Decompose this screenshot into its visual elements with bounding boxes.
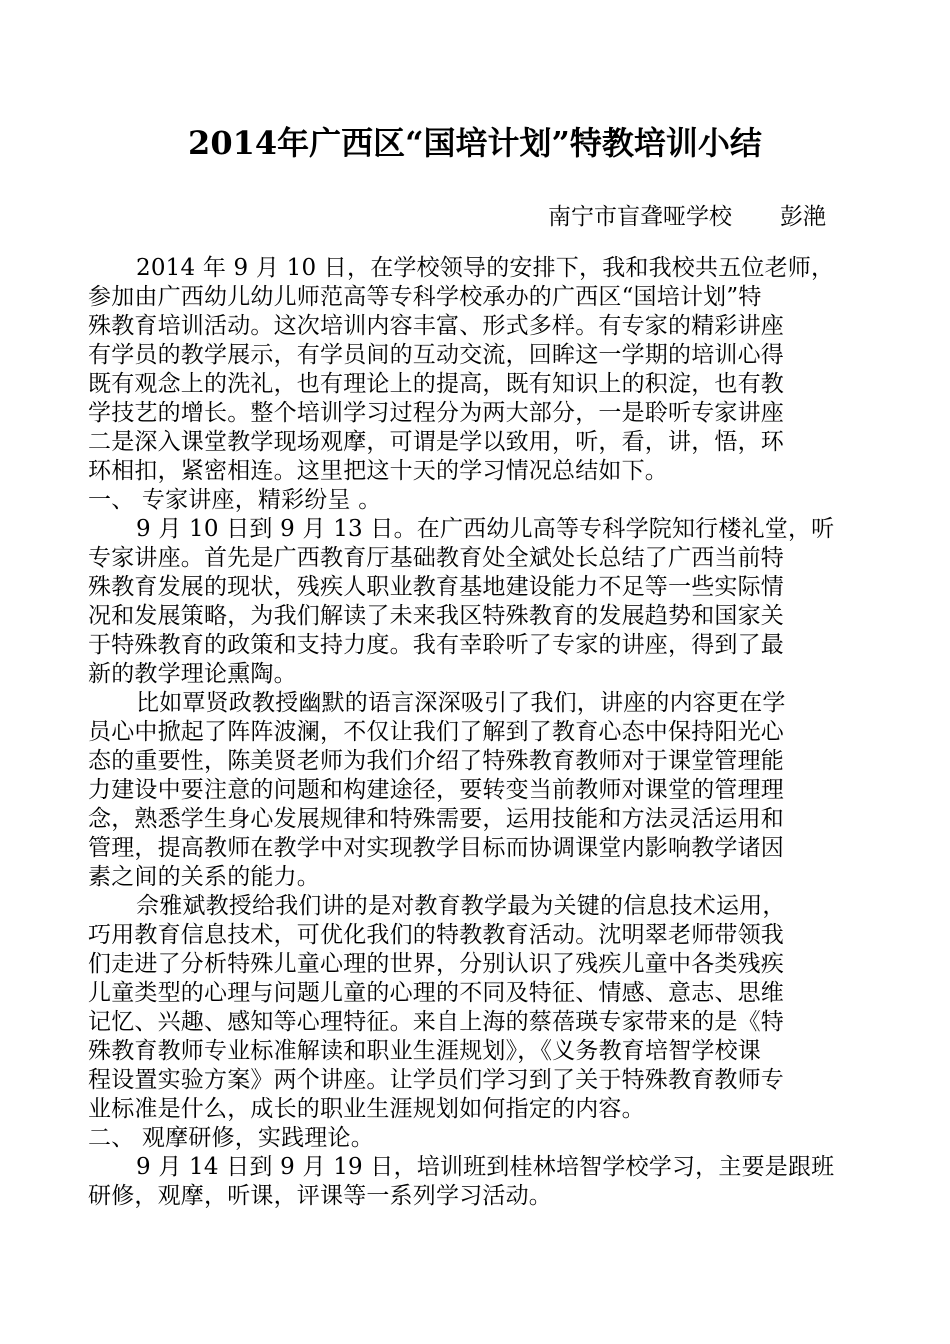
text-line: 研修，观摩，听课，评课等一系列学习活动。 xyxy=(88,1183,552,1209)
text-line: 程设置实验方案》两个讲座。让学员们学习到了关于特殊教育教师专 xyxy=(88,1067,784,1093)
text-line: 二是深入课堂教学现场观摩，可谓是学以致用，听，看，讲，悟，环 xyxy=(88,429,784,455)
text-line: 们走进了分析特殊儿童心理的世界，分别认识了残疾儿童中各类残疾 xyxy=(88,951,784,977)
text-line: 一、 专家讲座，精彩纷呈 。 xyxy=(88,487,382,513)
text-line: 管理，提高教师在教学中对实现教学目标而协调课堂内影响教学诸因 xyxy=(88,835,784,861)
text-line: 9 月 14 日到 9 月 19 日，培训班到桂林培智学校学习，主要是跟班 xyxy=(136,1154,835,1180)
text-line: 念，熟悉学生身心发展规律和特殊需要，运用技能和方法灵活运用和 xyxy=(88,806,784,832)
text-line: 巧用教育信息技术，可优化我们的特教教育活动。沈明翠老师带领我 xyxy=(88,922,784,948)
text-line: 新的教学理论熏陶。 xyxy=(88,661,297,687)
text-line: 佘雅斌教授给我们讲的是对教育教学最为关键的信息技术运用， xyxy=(136,893,786,919)
text-line: 记忆、兴趣、感知等心理特征。来自上海的蔡蓓瑛专家带来的是《特 xyxy=(88,1009,784,1035)
byline-author: 彭滟 xyxy=(780,204,826,230)
text-line: 殊教育教师专业标准解读和职业生涯规划》，《义务教育培智学校课 xyxy=(88,1038,761,1064)
text-line: 环相扣，紧密相连。这里把这十天的学习情况总结如下。 xyxy=(88,458,668,484)
text-line: 比如覃贤政教授幽默的语言深深吸引了我们，讲座的内容更在学 xyxy=(136,690,786,716)
text-line: 学技艺的增长。整个培训学习过程分为两大部分，一是聆听专家讲座 xyxy=(88,400,784,426)
text-line: 素之间的关系的能力。 xyxy=(88,864,320,890)
text-line: 态的重要性，陈美贤老师为我们介绍了特殊教育教师对于课堂管理能 xyxy=(88,748,784,774)
document-title: 2014年广西区“国培计划”特教培训小结 xyxy=(188,124,762,162)
text-line: 力建设中要注意的问题和构建途径，要转变当前教师对课堂的管理理 xyxy=(88,777,784,803)
text-line: 儿童类型的心理与问题儿童的心理的不同及特征、情感、意志、思维 xyxy=(88,980,784,1006)
document-body xyxy=(88,254,868,1211)
byline-school: 南宁市盲聋哑学校 xyxy=(548,204,732,230)
text-line: 二、 观摩研修，实践理论。 xyxy=(88,1125,374,1151)
text-line: 员心中掀起了阵阵波澜，不仅让我们了解到了教育心态中保持阳光心 xyxy=(88,719,784,745)
text-line: 既有观念上的洗礼，也有理论上的提高，既有知识上的积淀，也有教 xyxy=(88,371,784,397)
text-line: 有学员的教学展示，有学员间的互动交流，回眸这一学期的培训心得 xyxy=(88,342,784,368)
text-line: 9 月 10 日到 9 月 13 日。在广西幼儿高等专科学院知行楼礼堂，听 xyxy=(136,516,835,542)
text-line: 专家讲座。首先是广西教育厅基础教育处全斌处长总结了广西当前特 xyxy=(88,545,784,571)
text-line: 2014 年 9 月 10 日，在学校领导的安排下，我和我校共五位老师， xyxy=(136,255,835,281)
byline xyxy=(548,198,826,231)
text-line: 殊教育发展的现状，残疾人职业教育基地建设能力不足等一些实际情 xyxy=(88,574,784,600)
text-line: 参加由广西幼儿幼儿师范高等专科学校承办的广西区“国培计划”特 xyxy=(88,284,762,310)
text-line: 于特殊教育的政策和支持力度。我有幸聆听了专家的讲座，得到了最 xyxy=(88,632,784,658)
text-line: 况和发展策略，为我们解读了未来我区特殊教育的发展趋势和国家关 xyxy=(88,603,784,629)
text-line: 业标准是什么，成长的职业生涯规划如何指定的内容。 xyxy=(88,1096,645,1122)
text-line: 殊教育培训活动。这次培训内容丰富、形式多样。有专家的精彩讲座 xyxy=(88,313,784,339)
